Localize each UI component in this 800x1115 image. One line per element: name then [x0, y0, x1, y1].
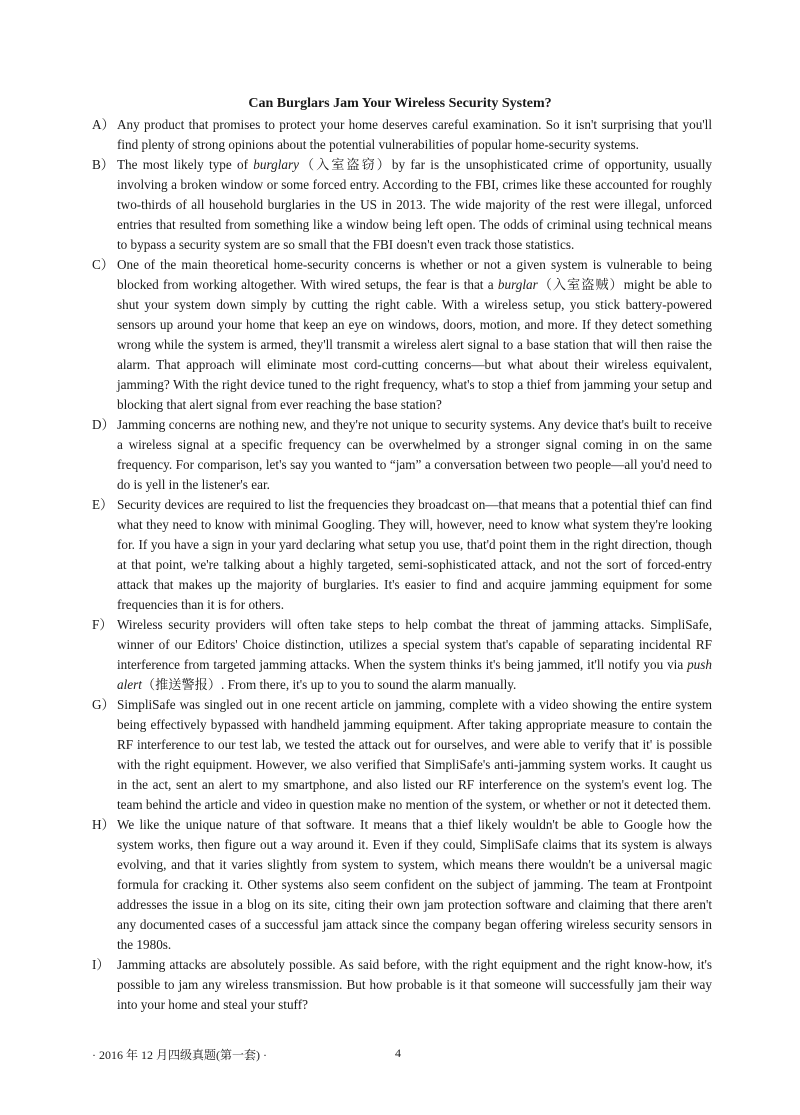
paragraph	[92, 815, 712, 955]
paragraph	[92, 255, 712, 415]
paragraph	[92, 495, 712, 615]
text-run: Any product that promises to protect your home deserves careful examination. So it isn't surprising that you'll find plenty of strong opinions about the potential vulnerabilities of popular home-security systems.	[117, 117, 712, 152]
text-run: （入室盗贼）might be able to shut your system down simply by cutting the right cable. With a wireless setup, you stick battery-powered sensors up around your home that keep an eye on windows, doors, motion, and more. If they detect something wrong while the system is armed, they'll transmit a wireless alert signal to a base station that will then raise the alarm. That approach will eliminate most cord-cutting concerns—but what about their wireless equivalent, jamming? With the right device tuned to the right frequency, what's to stop a thief from jamming your setup and blocking that alert signal from ever reaching the base station?	[117, 277, 712, 412]
text-run: （入室盗窃）by far is the unsophisticated crime of opportunity, usually involving a broken window or some forced entry. According to the FBI, crimes like these accounted for roughly two-thirds of all household burglaries in the US in 2013. The wide majority of the rest were illegal, unforced entries that resulted from something like a window being left open. The odds of criminal using technical means to bypass a security system are so small that the FBI doesn't even track those statistics.	[117, 157, 712, 252]
paragraph-label: D）	[92, 417, 115, 432]
italic-term: burglary	[253, 157, 299, 172]
paragraph-text	[117, 695, 712, 815]
paragraph-text	[117, 815, 712, 955]
paragraph	[92, 695, 712, 815]
paragraph-text	[117, 415, 712, 495]
italic-term: push alert	[117, 657, 712, 692]
paragraph-text	[117, 255, 712, 415]
paragraph-text	[117, 155, 712, 255]
paragraph-label: B）	[92, 157, 114, 172]
text-run: One of the main theoretical home-security concerns is whether or not a given system is vulnerable to being blocked from working altogether. With wired setups, the fear is that a	[117, 257, 712, 292]
paragraph-label: I）	[92, 957, 110, 972]
paragraph-text	[117, 495, 712, 615]
paragraph	[92, 415, 712, 495]
paragraph	[92, 155, 712, 255]
text-run: Security devices are required to list the frequencies they broadcast on—that means that a potential thief can find what they need to know with minimal Googling. They will, however, need to know what system they're looking for. If you have a sign in your yard declaring what setup you use, that'd point them in the right direction, though at that point, we're talking about a highly targeted, semi-sophisticated attack, and not the sort of forced-entry attack that makes up the majority of burglaries. It's easier to find and acquire jamming equipment for some frequencies than it is for others.	[117, 497, 712, 612]
paragraph-label: H）	[92, 817, 115, 832]
paragraph-label: F）	[92, 617, 113, 632]
footer-source: · 2016 年 12 月四级真题(第一套) ·	[92, 1048, 267, 1062]
paragraph	[92, 955, 712, 1015]
paragraph	[92, 615, 712, 695]
article-title: Can Burglars Jam Your Wireless Security System?	[248, 96, 552, 111]
paragraph-text	[117, 115, 712, 155]
paragraph-label: C）	[92, 257, 114, 272]
text-run: Jamming concerns are nothing new, and they're not unique to security systems. Any device that's built to receive a wireless signal at a specific frequency can be overwhelmed by a stronger signal coming in on the same frequency. For comparison, let's say you wanted to “jam” a conversation between two people—all you'd need to do is yell in the listener's ear.	[117, 417, 712, 492]
text-run: Jamming attacks are absolutely possible. As said before, with the right equipment and the right know-how, it's possible to jam any wireless transmission. But how probable is it that someone will successfully jam their way into your home and steal your stuff?	[117, 957, 712, 1012]
paragraph-label: G）	[92, 697, 115, 712]
text-run: （推送警报）. From there, it's up to you to sound the alarm manually.	[141, 677, 517, 692]
paragraph-text	[117, 615, 712, 695]
page-number: 4	[395, 1046, 401, 1060]
article-body	[92, 115, 712, 1015]
paragraph-text	[117, 955, 712, 1015]
italic-term: burglar	[497, 277, 538, 292]
paragraph-label: A）	[92, 117, 115, 132]
paragraph-label: E）	[92, 497, 114, 512]
text-run: We like the unique nature of that software. It means that a thief likely wouldn't be able to Google how the system works, then figure out a way around it. Even if they could, SimpliSafe claims that its system is always evolving, and that it varies slightly from system to system, which means there wouldn't be a universal magic formula for cracking it. Other systems also seem confident on the subject of jamming. The team at Frontpoint addresses the issue in a blog on its site, citing their own jam protection software and claiming that there aren't any documented cases of a successful jam attack since the company began offering wireless security sensors in the 1980s.	[117, 817, 712, 952]
text-run: The most likely type of	[117, 157, 254, 172]
paragraph	[92, 115, 712, 155]
text-run: SimpliSafe was singled out in one recent article on jamming, complete with a video showing the entire system being effectively bypassed with handheld jamming equipment. After taking appropriate measure to contain the RF interference to our test lab, we tested the attack out for ourselves, and were able to verify that it' is possible with the right equipment. However, we also verified that SimpliSafe's anti-jamming system works. It caught us in the act, sent an alert to my smartphone, and also listed our RF interference on the system's event log. The team behind the article and video in question make no mention of the system, or whether or not it detected them.	[117, 697, 712, 812]
text-run: Wireless security providers will often take steps to help combat the threat of jamming attacks. SimpliSafe, winner of our Editors' Choice distinction, utilizes a special system that's capable of separating incidental RF interference from targeted jamming attacks. When the system thinks it's being jammed, it'll notify you via	[117, 617, 712, 672]
